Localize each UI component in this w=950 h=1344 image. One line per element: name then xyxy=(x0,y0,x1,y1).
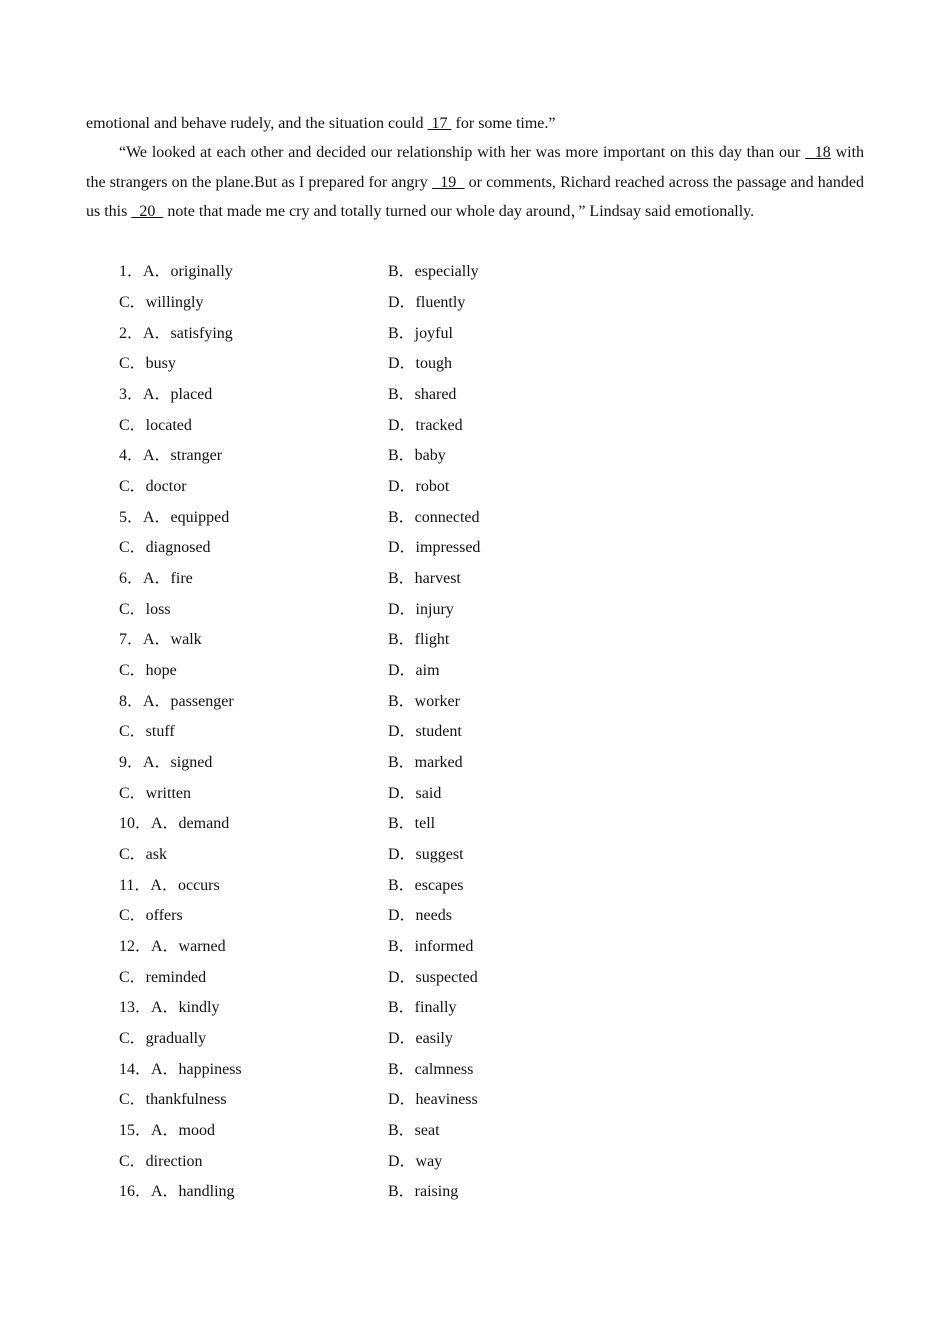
blank-17: 17 xyxy=(427,115,452,132)
option-left: 1．A．originally xyxy=(119,263,233,280)
option-right: D．suspected xyxy=(388,969,478,986)
option-left: C．gradually xyxy=(119,1030,207,1047)
option-right: B．flight xyxy=(388,631,450,648)
passage-paragraph-2 xyxy=(86,138,864,227)
option-right: B．raising xyxy=(388,1183,459,1200)
option-right: B．finally xyxy=(388,999,457,1016)
option-right: B．harvest xyxy=(388,570,461,587)
option-left: 2．A．satisfying xyxy=(119,325,233,342)
option-right: D．student xyxy=(388,723,462,740)
passage-text: or comments, Richard reached across the passage and handed us this xyxy=(86,173,864,220)
option-right: D．fluently xyxy=(388,294,466,311)
option-left: 9．A．signed xyxy=(119,754,213,771)
option-right: D．impressed xyxy=(388,539,481,556)
option-right: D．robot xyxy=(388,478,450,495)
passage-text: for some time.” xyxy=(451,115,556,132)
option-left: C．offers xyxy=(119,907,183,924)
option-left: 6．A．fire xyxy=(119,570,193,587)
option-left: 16．A．handling xyxy=(119,1183,235,1200)
option-left: C．loss xyxy=(119,601,171,618)
option-right: B．calmness xyxy=(388,1061,474,1078)
option-right: B．connected xyxy=(388,509,480,526)
option-right: D．easily xyxy=(388,1030,453,1047)
passage-line-1 xyxy=(86,109,864,139)
passage-text: with the strangers on the plane.But as I prepared for angry xyxy=(86,144,865,191)
option-right: B．seat xyxy=(388,1122,440,1139)
option-right: D．way xyxy=(388,1153,443,1170)
passage-text: note that made me cry and totally turned our whole day around，” Lindsay said emotionally. xyxy=(163,203,755,220)
option-left: 8．A．passenger xyxy=(119,693,234,710)
option-right: D．aim xyxy=(388,662,440,679)
option-left: C．ask xyxy=(119,846,168,863)
option-left: 5．A．equipped xyxy=(119,509,230,526)
option-left: C．willingly xyxy=(119,294,204,311)
option-right: B．marked xyxy=(388,754,463,771)
blank-18: 18 xyxy=(805,144,831,161)
option-right: D．heaviness xyxy=(388,1091,478,1108)
option-left: C．hope xyxy=(119,662,177,679)
option-left: 12．A．warned xyxy=(119,938,226,955)
option-left: C．stuff xyxy=(119,723,175,740)
option-right: D．suggest xyxy=(388,846,464,863)
option-left: 3．A．placed xyxy=(119,386,213,403)
option-right: B．escapes xyxy=(388,877,464,894)
option-right: B．informed xyxy=(388,938,474,955)
option-left: 10．A．demand xyxy=(119,815,230,832)
passage-text: emotional and behave rudely, and the situation could xyxy=(86,115,428,132)
option-right: B．joyful xyxy=(388,325,453,342)
passage-text: “We looked at each other and decided our relationship with her was more important on this day than our xyxy=(119,144,806,161)
option-left: C．diagnosed xyxy=(119,539,211,556)
option-left: 13．A．kindly xyxy=(119,999,220,1016)
option-left: C．reminded xyxy=(119,969,207,986)
blank-20: 20 xyxy=(131,203,164,220)
option-left: 11．A．occurs xyxy=(119,877,220,894)
option-right: D．said xyxy=(388,785,442,802)
option-left: C．direction xyxy=(119,1153,203,1170)
option-right: B．worker xyxy=(388,693,460,710)
option-right: D．injury xyxy=(388,601,454,618)
option-right: D．tracked xyxy=(388,417,463,434)
blank-19: 19 xyxy=(431,173,465,191)
option-right: B．tell xyxy=(388,815,436,832)
option-left: 4．A．stranger xyxy=(119,447,223,464)
option-left: C．doctor xyxy=(119,478,187,495)
option-left: 14．A．happiness xyxy=(119,1061,242,1078)
option-right: D．needs xyxy=(388,907,452,924)
option-left: C．busy xyxy=(119,355,176,372)
option-left: 15．A．mood xyxy=(119,1122,216,1139)
option-left: 7．A．walk xyxy=(119,631,202,648)
option-right: D．tough xyxy=(388,355,453,372)
option-left: C．located xyxy=(119,417,192,434)
option-left: C．thankfulness xyxy=(119,1091,227,1108)
option-right: B．baby xyxy=(388,447,446,464)
option-right: B．shared xyxy=(388,386,457,403)
option-right: B．especially xyxy=(388,263,479,280)
option-left: C．written xyxy=(119,785,191,802)
